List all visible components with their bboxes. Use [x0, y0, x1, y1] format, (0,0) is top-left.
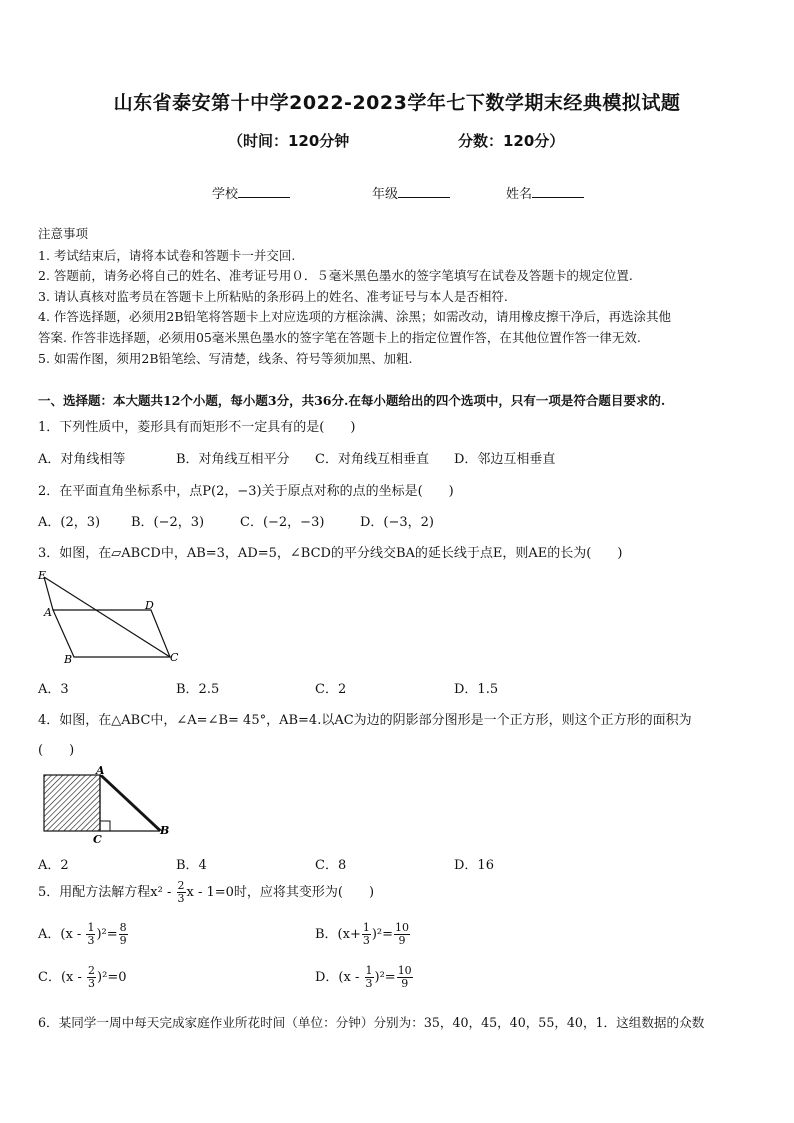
q2-stem: 2．在平面直角坐标系中，点P(2，−3)关于原点对称的点的坐标是( ) — [38, 484, 454, 499]
segment-ab — [100, 775, 160, 831]
q4-option-a[interactable]: A．2 — [38, 858, 69, 873]
label-e: E — [38, 569, 47, 582]
label-c: C — [170, 651, 179, 664]
school-field[interactable]: 学校 — [212, 183, 290, 202]
q5-stem: 5．用配方法解方程x² - $\frac{2}{3}$ x - 1=0时，应将其变形为( ) — [38, 879, 375, 905]
q3-option-c[interactable]: C．2 — [315, 682, 347, 697]
q4-option-b[interactable]: B．4 — [176, 858, 207, 873]
notice-heading: 注意事项 — [38, 226, 89, 241]
label-c: C — [93, 833, 102, 846]
label-b: B — [64, 653, 73, 666]
q4-option-d[interactable]: D．16 — [454, 858, 494, 873]
notice-item: 4. 作答选择题，必须用2B铅笔将答题卡上对应选项的方框涂满、涂黑；如需改动，请用橡皮擦干净后，再选涂其他 — [38, 309, 672, 324]
notice-item: 2. 答题前，请务必将自己的姓名、准考证号用０．５毫米黑色墨水的签字笔填写在试卷及答题卡的规定位置. — [38, 268, 633, 283]
segment-ab-edge — [102, 775, 162, 831]
label-d: D — [145, 599, 154, 612]
q5-option-a[interactable]: A．(x - $\frac{1}{3}$ )²= $\frac{8}{9}$ — [38, 921, 127, 947]
notice-item: 3. 请认真核对监考员在答题卡上所粘贴的条形码上的姓名、准考证号与本人是否相符. — [38, 289, 508, 304]
label-a: A — [96, 764, 105, 777]
q2-option-c[interactable]: C．(−2，−3) — [240, 515, 325, 530]
q5-option-d[interactable]: D．(x - $\frac{1}{3}$ )²= $\frac{10}{9}$ — [315, 964, 412, 990]
grade-field[interactable]: 年级 — [372, 183, 450, 202]
fraction: $\frac{2}{3}$ — [177, 879, 185, 905]
q3-option-a[interactable]: A．3 — [38, 682, 69, 697]
label-b: B — [160, 824, 170, 837]
notice-item: 5. 如需作图，须用2B铅笔绘、写清楚，线条、符号等须加黑、加粗. — [38, 351, 413, 366]
q3-option-d[interactable]: D．1.5 — [454, 682, 499, 697]
notice-item: 答案. 作答非选择题，必须用05毫米黑色墨水的签字笔在答题卡上的指定位置作答，在其他位置作答一律无效. — [38, 330, 641, 345]
segment-ec — [44, 577, 170, 657]
parallelogram-abcd — [53, 610, 170, 657]
q1-stem: 1．下列性质中，菱形具有而矩形不一定具有的是( ) — [38, 420, 356, 435]
shaded-square — [44, 775, 100, 831]
q4-stem-paren: ( ) — [38, 743, 75, 758]
right-angle-mark — [100, 821, 110, 831]
q1-option-d[interactable]: D．邻边互相垂直 — [454, 452, 556, 467]
q3-stem: 3．如图，在▱ABCD中，AB=3，AD=5，∠BCD的平分线交BA的延长线于点E，则AE的长为( ) — [38, 546, 623, 561]
q1-option-a[interactable]: A．对角线相等 — [38, 452, 126, 467]
name-field[interactable]: 姓名 — [506, 183, 584, 202]
q3-parallelogram-figure — [30, 566, 190, 668]
q2-option-d[interactable]: D．(−3，2) — [360, 515, 435, 530]
q6-stem: 6．某同学一周中每天完成家庭作业所花时间（单位：分钟）分别为：35，40，45，40，55，40，1．这组数据的众数 — [38, 1015, 705, 1030]
q2-option-b[interactable]: B．(−2，3) — [131, 515, 205, 530]
notice-item: 1. 考试结束后，请将本试卷和答题卡一并交回. — [38, 248, 296, 263]
q5-option-b[interactable]: B．(x+ $\frac{1}{3}$ )²= $\frac{10}{9}$ — [315, 921, 410, 947]
q3-option-b[interactable]: B．2.5 — [176, 682, 220, 697]
q4-stem: 4．如图，在△ABC中，∠A=∠B= 45°，AB=4.以AC为边的阴影部分图形是一个正方形，则这个正方形的面积为 — [38, 713, 692, 728]
label-a: A — [44, 606, 52, 619]
q1-option-c[interactable]: C．对角线互相垂直 — [315, 452, 429, 467]
q5-option-c[interactable]: C．(x - $\frac{2}{3}$ )²=0 — [38, 964, 127, 990]
exam-time: （时间：120分钟 — [228, 132, 350, 150]
q1-option-b[interactable]: B．对角线互相平分 — [176, 452, 290, 467]
section-heading: 一、选择题：本大题共12个小题，每小题3分，共36分.在每小题给出的四个选项中，只有一项是符合题目要求的. — [38, 393, 666, 408]
q4-option-c[interactable]: C．8 — [315, 858, 347, 873]
q2-option-a[interactable]: A．(2，3) — [38, 515, 101, 530]
exam-score: 分数：120分） — [458, 132, 565, 150]
q4-triangle-figure — [36, 762, 176, 846]
exam-title: 山东省泰安第十中学2022-2023学年七下数学期末经典模拟试题 — [113, 92, 681, 114]
